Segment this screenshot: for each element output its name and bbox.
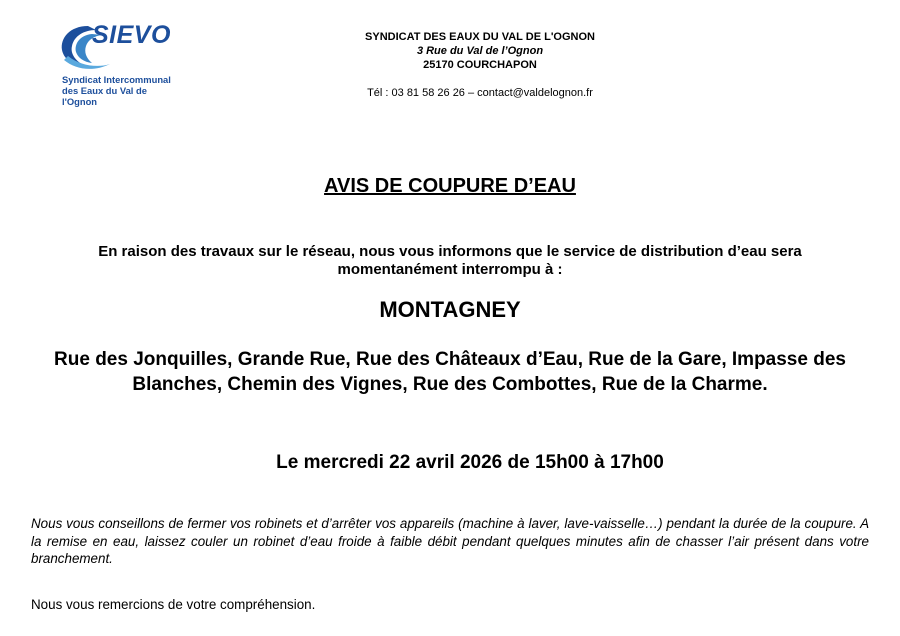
organization-contact: Tél : 03 81 58 26 26 – contact@valdelognon.fr xyxy=(367,87,593,99)
logo-wordmark: SIEVO xyxy=(92,21,171,49)
letterhead xyxy=(330,30,630,100)
notice-intro: En raison des travaux sur le réseau, nous vous informons que le service de distribution d’eau sera momentanément interrompu à : xyxy=(98,243,802,278)
affected-streets: Rue des Jonquilles, Grande Rue, Rue des Châteaux d’Eau, Rue de la Gare, Impasse des Blanches, Chemin des Vignes, Rue des Combottes, Rue de la Charme. xyxy=(54,349,846,395)
outage-date: Le mercredi 22 avril 2026 de 15h00 à 17h00 xyxy=(276,452,664,473)
sievo-logo xyxy=(58,20,178,107)
notice-title: AVIS DE COUPURE D’EAU xyxy=(324,175,576,197)
organization-name: SYNDICAT DES EAUX DU VAL DE L'OGNON xyxy=(365,31,595,43)
thanks-line: Nous vous remercions de votre compréhension. xyxy=(31,597,316,612)
organization-street: 3 Rue du Val de l’Ognon xyxy=(416,45,544,57)
advice-paragraph: Nous vous conseillons de fermer vos robinets et d’arrêter vos appareils (machine à laver, lave-vaisselle…) pendant la durée de la coupure. A la remise en eau, laissez couler un robinet d’eau froide à faible débit pendant quelques minutes afin de chasser l’air présent dans votre branchement. xyxy=(31,516,869,566)
organization-city: 25170 COURCHAPON xyxy=(423,59,537,71)
logo-subtitle-line1: Syndicat Intercommunal xyxy=(62,74,171,85)
town-name: MONTAGNEY xyxy=(379,297,521,322)
logo-subtitle xyxy=(62,74,180,107)
logo-subtitle-line2: des Eaux du Val de l'Ognon xyxy=(62,85,147,107)
